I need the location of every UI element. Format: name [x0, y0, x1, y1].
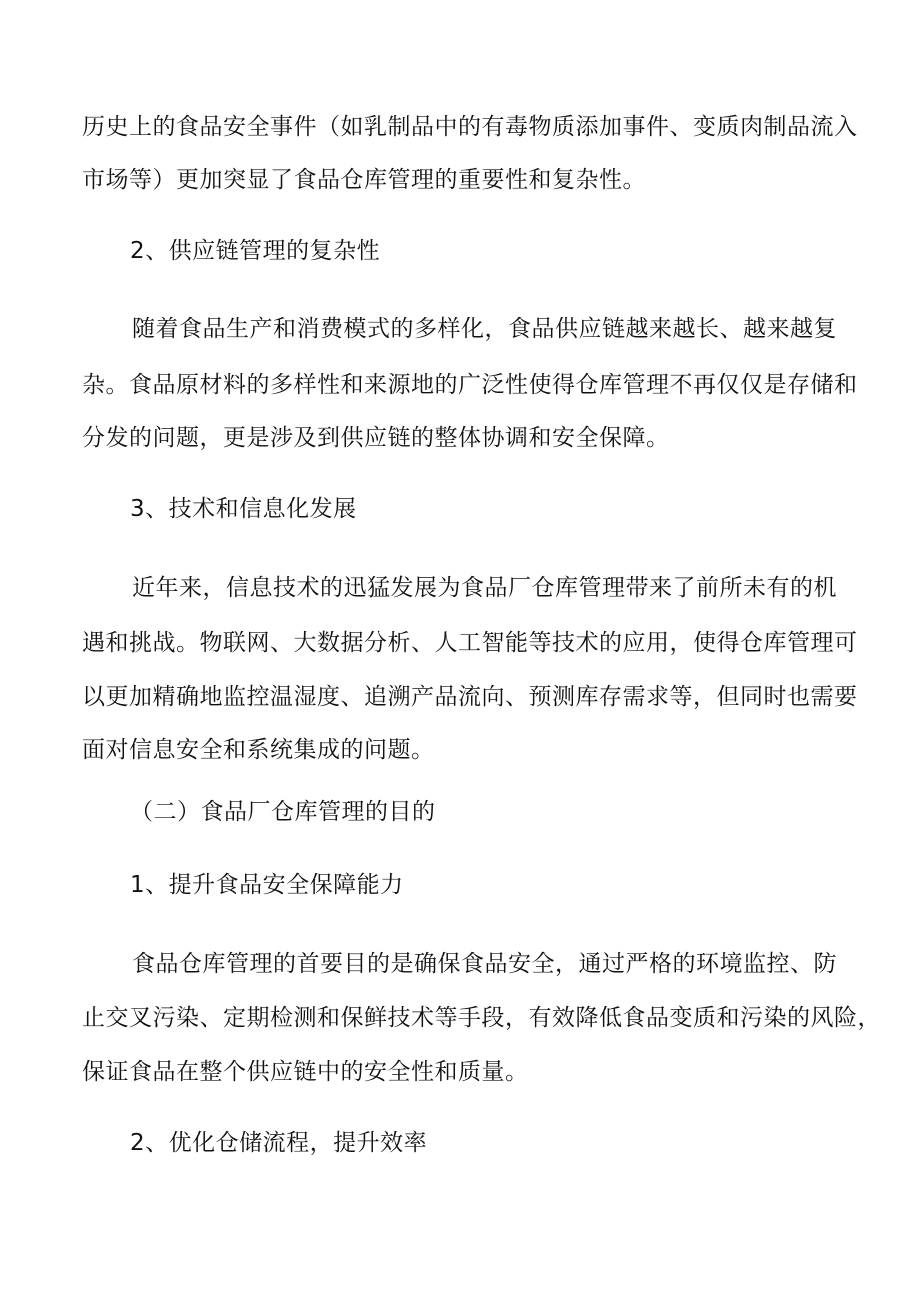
- paragraph-line: 遇和挑战。物联网、大数据分析、人工智能等技术的应用，使得仓库管理可: [82, 630, 858, 656]
- section-heading: 1、提升食品安全保障能力: [130, 872, 404, 898]
- paragraph-line: 止交叉污染、定期检测和保鲜技术等手段，有效降低食品变质和污染的风险，: [82, 1005, 881, 1031]
- section-heading: 3、技术和信息化发展: [130, 496, 357, 522]
- section-heading: 2、供应链管理的复杂性: [130, 238, 381, 264]
- paragraph-line: 历史上的食品安全事件（如乳制品中的有毒物质添加事件、变质肉制品流入: [82, 114, 858, 140]
- paragraph-line: 分发的问题，更是涉及到供应链的整体协调和安全保障。: [82, 425, 670, 451]
- paragraph-line: 以更加精确地监控温湿度、追溯产品流向、预测库存需求等，但同时也需要: [82, 684, 858, 710]
- paragraph-line: 面对信息安全和系统集成的问题。: [82, 737, 435, 763]
- paragraph-line: 食品仓库管理的首要目的是确保食品安全，通过严格的环境监控、防: [132, 951, 837, 977]
- paragraph-line: 保证食品在整个供应链中的安全性和质量。: [82, 1059, 529, 1085]
- paragraph-line: 近年来，信息技术的迅猛发展为食品厂仓库管理带来了前所未有的机: [132, 575, 837, 601]
- paragraph-line: 随着食品生产和消费模式的多样化，食品供应链越来越长、越来越复: [132, 316, 837, 342]
- section-heading: 2、优化仓储流程，提升效率: [130, 1130, 428, 1156]
- paragraph-line: 市场等）更加突显了食品仓库管理的重要性和复杂性。: [82, 167, 646, 193]
- paragraph-line: 杂。食品原材料的多样性和来源地的广泛性使得仓库管理不再仅仅是存储和: [82, 372, 858, 398]
- subsection-heading: （二）食品厂仓库管理的目的: [130, 799, 436, 825]
